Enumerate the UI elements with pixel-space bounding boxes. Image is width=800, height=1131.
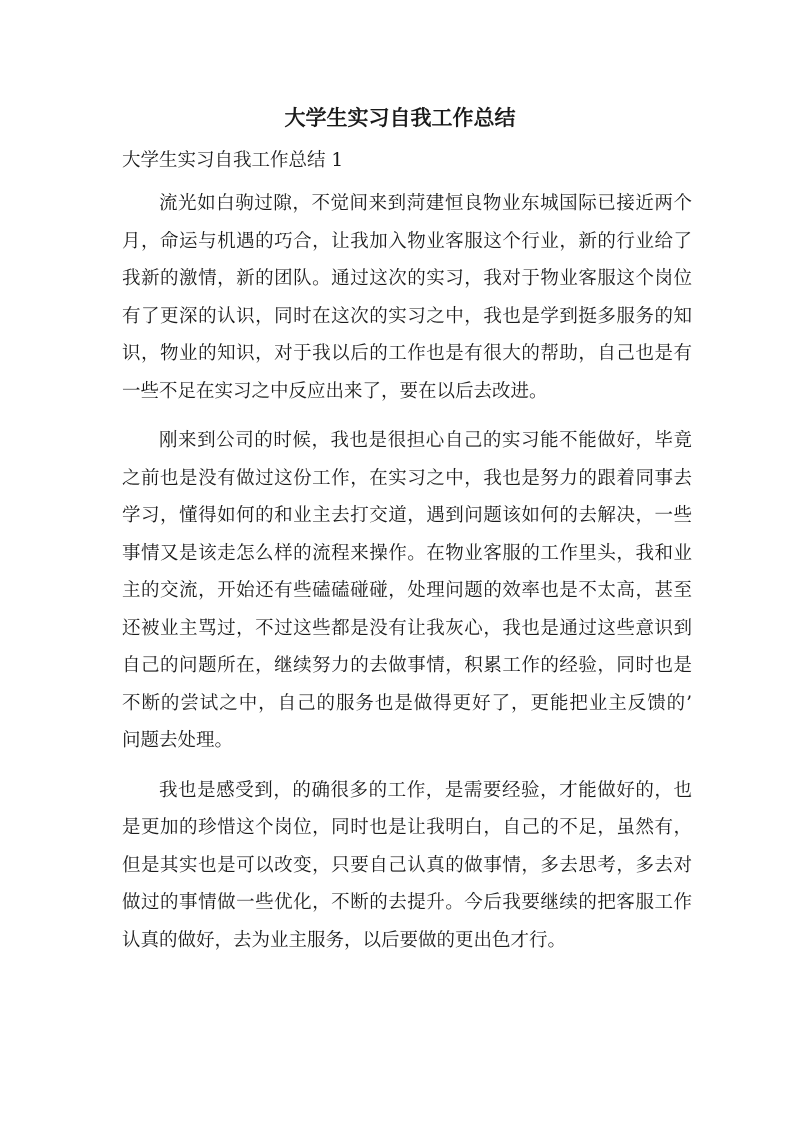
text-line: 认真的做好，去为业主服务，以后要做的更出色才行。 [122, 929, 567, 951]
section-heading: 大学生实习自我工作总结 1 [122, 150, 344, 171]
paragraph-1 [122, 185, 692, 410]
text-line: 主的交流，开始还有些磕磕碰碰，处理问题的效率也是不太高，甚至 [122, 580, 692, 601]
text-line: 学习，懂得如何的和业主去打交道，遇到问题该如何的去解决，一些 [122, 505, 692, 526]
text-line: 刚来到公司的时候，我也是很担心自己的实习能不能做好，毕竟 [159, 430, 692, 451]
text-line: 不断的尝试之中，自己的服务也是做得更好了，更能把业主反馈的’ [122, 692, 692, 714]
text-line: 有了更深的认识，同时在这次的实习之中，我也是学到挺多服务的知 [122, 305, 692, 327]
text-line: 识，物业的知识，对于我以后的工作也是有很大的帮助，自己也是有 [122, 343, 692, 364]
text-line: 自己的问题所在，继续努力的去做事情，积累工作的经验，同时也是 [122, 655, 692, 676]
text-line: 月，命运与机遇的巧合，让我加入物业客服这个行业，新的行业给了 [122, 230, 692, 252]
text-line: 一些不足在实习之中反应出来了，要在以后去改进。 [122, 380, 548, 402]
paragraph-3 [122, 772, 692, 960]
text-line: 问题去处理。 [122, 730, 234, 751]
text-line: 做过的事情做一些优化，不断的去提升。今后我要继续的把客服工作 [122, 892, 692, 913]
text-line: 我新的激情，新的团队。通过这次的实习，我对于物业客服这个岗位 [122, 268, 692, 289]
text-line: 是更加的珍惜这个岗位，同时也是让我明白，自己的不足，虽然有， [122, 817, 692, 838]
text-line: 我也是感受到，的确很多的工作，是需要经验，才能做好的，也 [159, 779, 692, 801]
paragraph-2 [122, 422, 692, 760]
text-line: 之前也是没有做过这份工作，在实习之中，我也是努力的跟着同事去 [122, 467, 692, 489]
text-line: 事情又是该走怎么样的流程来操作。在物业客服的工作里头，我和业 [122, 542, 692, 564]
document-body [122, 185, 692, 971]
text-line: 还被业主骂过，不过这些都是没有让我灰心，我也是通过这些意识到 [122, 617, 692, 639]
text-line: 但是其实也是可以改变，只要自己认真的做事情，多去思考，多去对 [122, 854, 692, 876]
text-line: 流光如白驹过隙，不觉间来到菏建恒良物业东城国际已接近两个 [159, 193, 692, 214]
document-title: 大学生实习自我工作总结 [284, 105, 516, 130]
